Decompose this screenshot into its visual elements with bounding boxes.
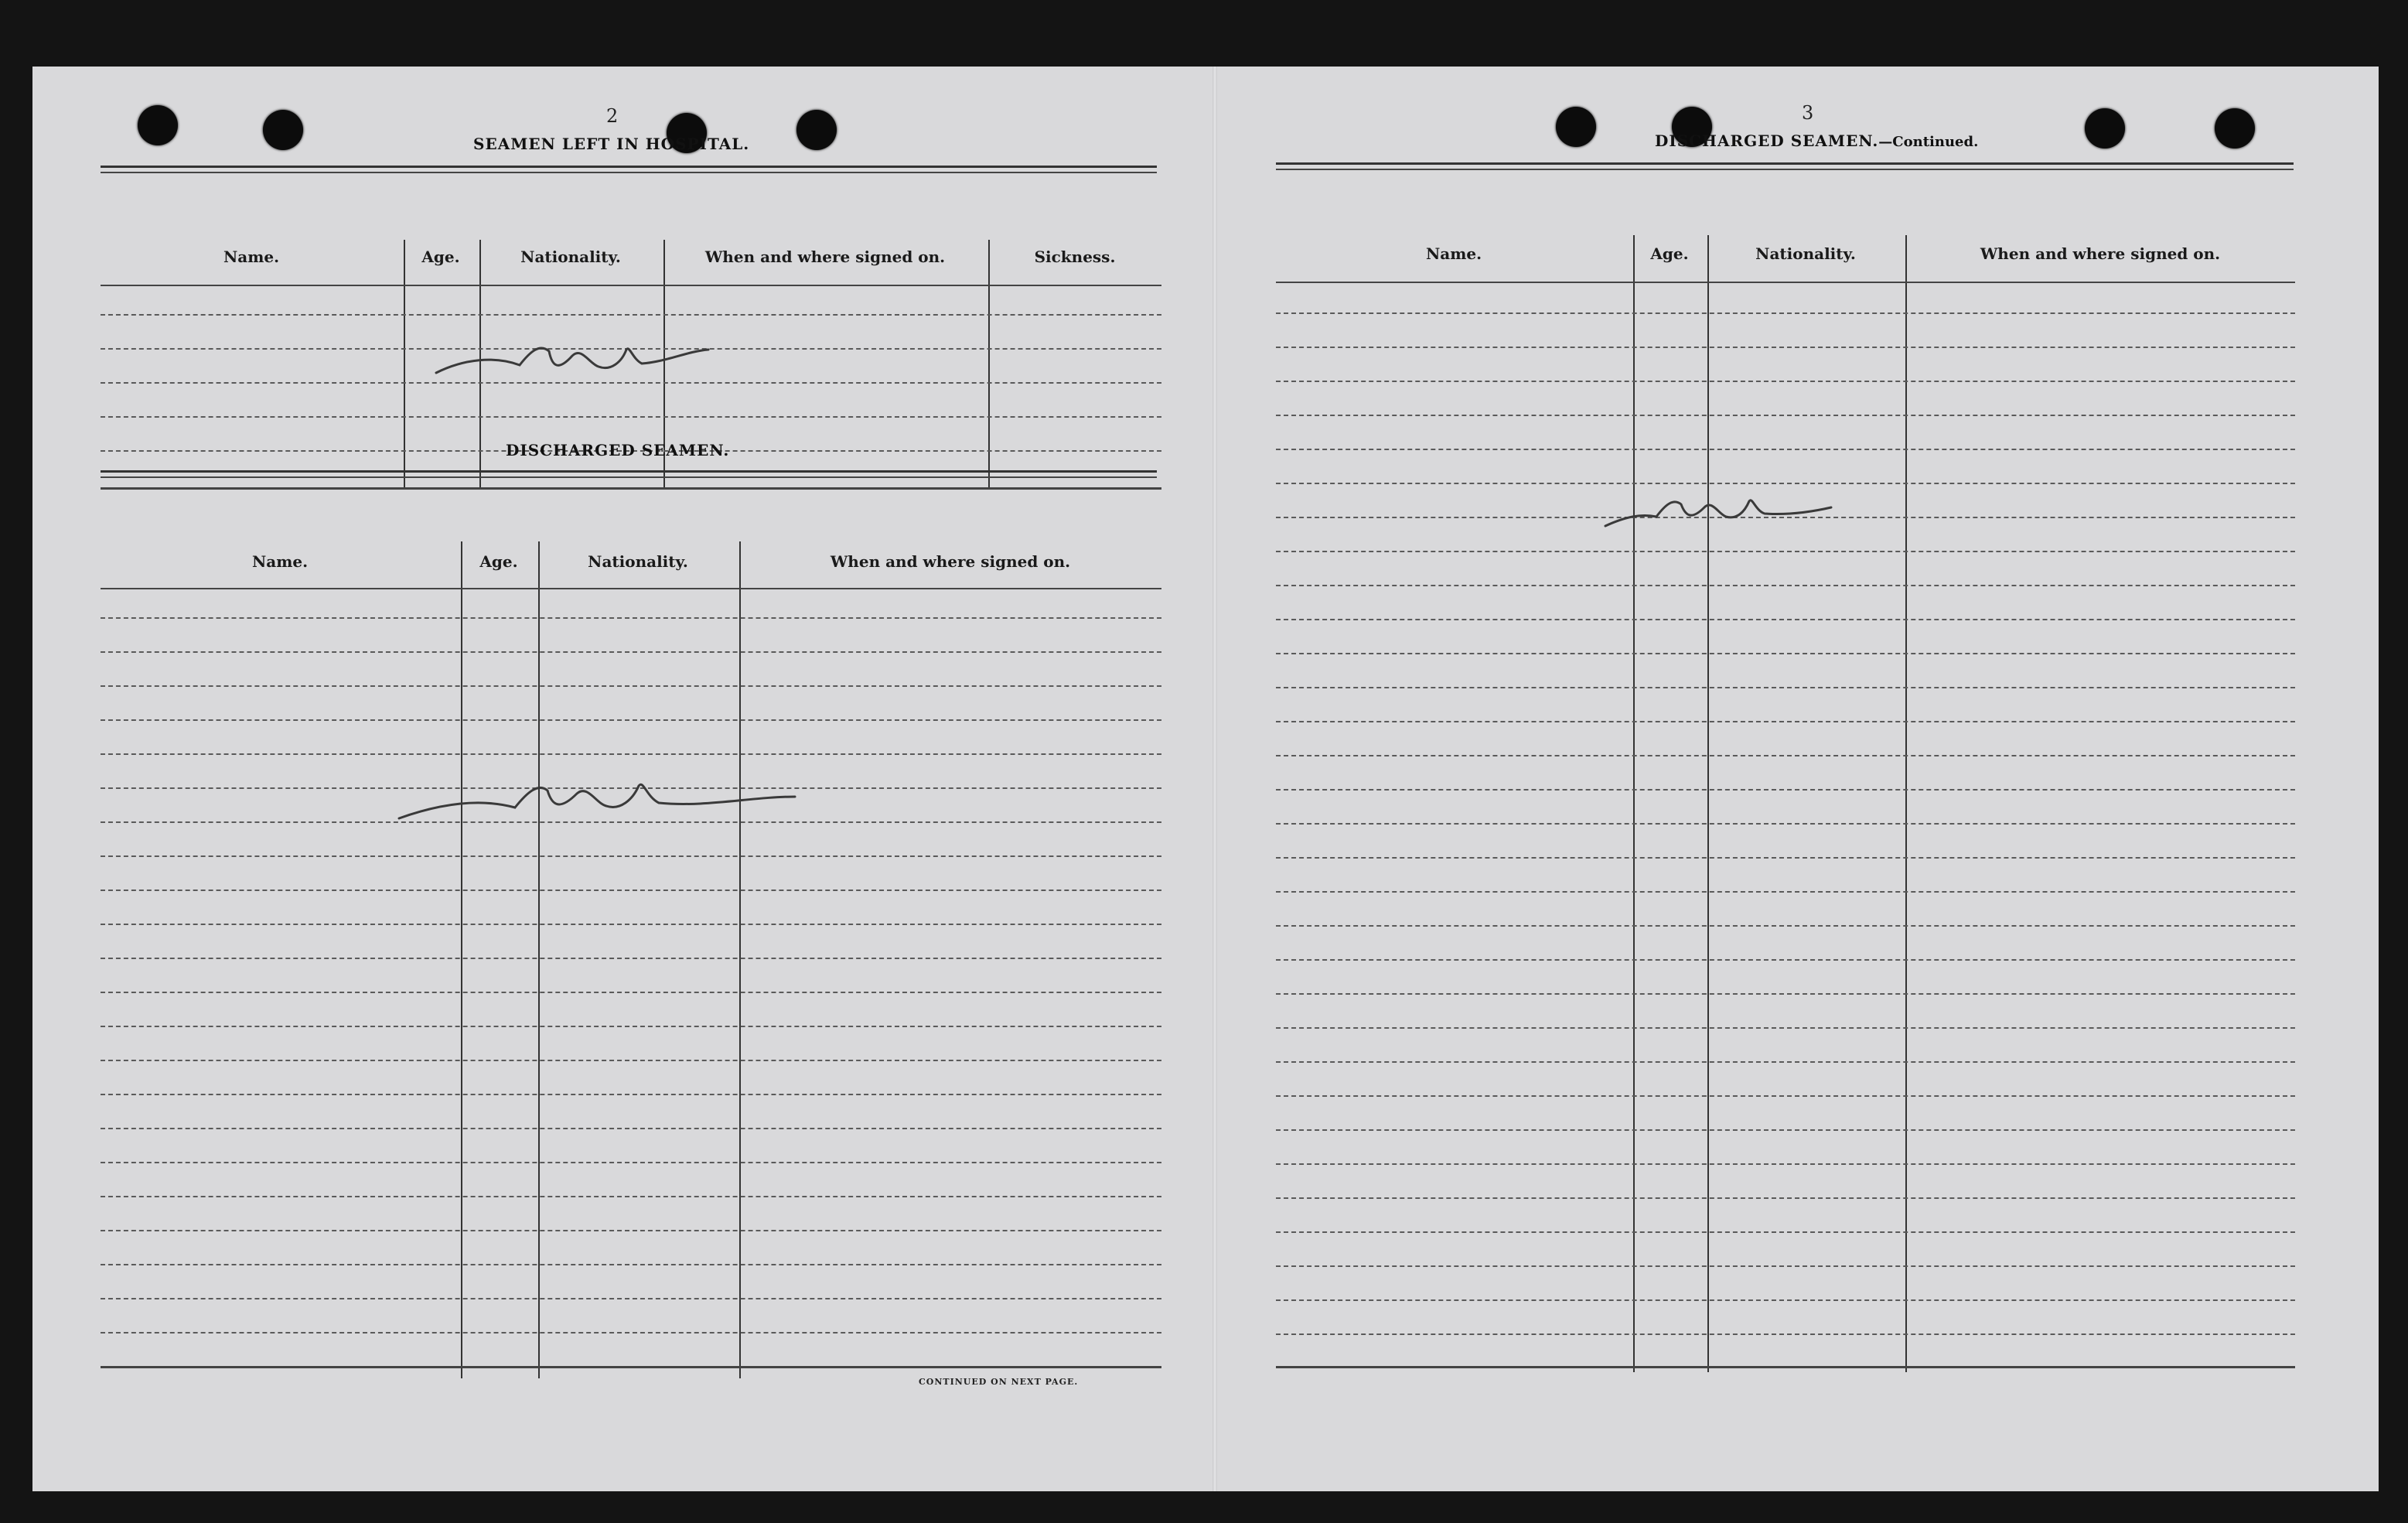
column-header-name: Name. bbox=[1425, 244, 1482, 263]
row-line bbox=[1276, 755, 2295, 756]
row-line bbox=[1276, 1299, 2295, 1301]
column-header-when-where: When and where signed on. bbox=[830, 552, 1071, 571]
column-header-age: Age. bbox=[1650, 244, 1689, 263]
punch-hole bbox=[796, 110, 837, 150]
row-line bbox=[1276, 551, 2295, 552]
column-header-name: Name. bbox=[251, 552, 309, 571]
header-underline bbox=[101, 588, 1161, 589]
row-line bbox=[1276, 925, 2295, 927]
continued-note: CONTINUED ON NEXT PAGE. bbox=[919, 1377, 1079, 1387]
row-line bbox=[1276, 1333, 2295, 1335]
column-divider bbox=[461, 541, 462, 1378]
column-header-when-where: When and where signed on. bbox=[1980, 244, 2221, 263]
column-header-nationality: Nationality. bbox=[588, 552, 688, 571]
ledger-sheet bbox=[32, 67, 2379, 1491]
handwritten-nil bbox=[1602, 481, 1834, 535]
row-line bbox=[1276, 687, 2295, 688]
row-line bbox=[1276, 619, 2295, 620]
column-header-name: Name. bbox=[223, 248, 280, 266]
column-header-nationality: Nationality. bbox=[520, 248, 621, 266]
column-header-age: Age. bbox=[421, 248, 460, 266]
punch-hole bbox=[1556, 107, 1596, 147]
row-line bbox=[1276, 1095, 2295, 1097]
column-header-sickness: Sickness. bbox=[1034, 248, 1116, 266]
punch-hole bbox=[138, 105, 178, 145]
row-line bbox=[1276, 1061, 2295, 1063]
row-line bbox=[101, 1196, 1161, 1197]
handwritten-nil bbox=[433, 328, 711, 390]
right-page bbox=[1216, 67, 2379, 1491]
page-number: 2 bbox=[606, 105, 619, 127]
header-underline bbox=[101, 285, 1161, 286]
top-rule-inner bbox=[1276, 169, 2294, 170]
row-line bbox=[1276, 381, 2295, 382]
punch-hole bbox=[2085, 108, 2125, 149]
column-header-when-where: When and where signed on. bbox=[704, 248, 946, 266]
row-line bbox=[1276, 347, 2295, 348]
column-divider bbox=[538, 541, 540, 1378]
row-line bbox=[101, 1298, 1161, 1299]
column-divider bbox=[1707, 235, 1709, 1372]
row-line bbox=[101, 992, 1161, 993]
row-line bbox=[101, 924, 1161, 925]
table-bottom-rule bbox=[101, 1366, 1161, 1368]
discharged-table-right bbox=[1276, 173, 2295, 1372]
column-header-nationality: Nationality. bbox=[1755, 244, 1856, 263]
section-title-discharged-continued bbox=[1655, 131, 1978, 150]
table-bottom-rule bbox=[1276, 1366, 2295, 1368]
row-line bbox=[1276, 1265, 2295, 1267]
row-line bbox=[1276, 585, 2295, 586]
row-line bbox=[101, 1026, 1161, 1027]
column-divider bbox=[1905, 235, 1907, 1372]
row-line bbox=[1276, 857, 2295, 859]
handwritten-nil bbox=[396, 763, 798, 832]
section-rule-inner bbox=[101, 476, 1157, 478]
row-line bbox=[101, 1128, 1161, 1129]
row-line bbox=[101, 958, 1161, 959]
title-suffix: —Continued. bbox=[1878, 134, 1979, 150]
column-divider bbox=[1633, 235, 1635, 1372]
row-line bbox=[101, 1332, 1161, 1333]
row-line bbox=[1276, 891, 2295, 893]
row-line bbox=[1276, 993, 2295, 995]
punch-hole bbox=[2215, 108, 2255, 149]
row-line bbox=[1276, 959, 2295, 961]
row-line bbox=[1276, 415, 2295, 416]
row-line bbox=[101, 1162, 1161, 1163]
row-line bbox=[101, 855, 1161, 857]
section-rule bbox=[101, 470, 1157, 473]
top-rule bbox=[101, 166, 1157, 168]
section-title-hospital: SEAMEN LEFT IN HOSPITAL. bbox=[473, 135, 750, 153]
row-line bbox=[101, 314, 1161, 316]
row-line bbox=[1276, 1231, 2295, 1233]
row-line bbox=[1276, 312, 2295, 314]
row-line bbox=[101, 1264, 1161, 1265]
top-rule bbox=[1276, 162, 2294, 165]
row-line bbox=[1276, 1163, 2295, 1165]
punch-hole bbox=[263, 110, 303, 150]
row-line bbox=[101, 753, 1161, 755]
row-line bbox=[101, 685, 1161, 687]
section-title-discharged: DISCHARGED SEAMEN. bbox=[506, 441, 730, 459]
title-text: DISCHARGED SEAMEN. bbox=[1655, 131, 1879, 150]
left-page bbox=[32, 67, 1216, 1491]
row-line bbox=[1276, 721, 2295, 722]
row-line bbox=[101, 1230, 1161, 1231]
row-line bbox=[101, 719, 1161, 721]
top-rule-inner bbox=[101, 172, 1157, 173]
row-line bbox=[101, 1060, 1161, 1061]
page-number: 3 bbox=[1802, 102, 1814, 124]
row-line bbox=[101, 651, 1161, 653]
row-line bbox=[1276, 1027, 2295, 1029]
header-underline bbox=[1276, 282, 2295, 283]
row-line bbox=[1276, 653, 2295, 654]
row-line bbox=[1276, 1129, 2295, 1131]
row-line bbox=[101, 617, 1161, 619]
column-divider bbox=[739, 541, 741, 1378]
row-line bbox=[101, 1094, 1161, 1095]
row-line bbox=[1276, 1197, 2295, 1199]
row-line bbox=[101, 890, 1161, 891]
column-header-age: Age. bbox=[479, 552, 518, 571]
row-line bbox=[1276, 449, 2295, 450]
row-line bbox=[1276, 823, 2295, 825]
row-line bbox=[1276, 789, 2295, 791]
row-line bbox=[101, 416, 1161, 418]
discharged-table-left bbox=[101, 480, 1161, 1378]
